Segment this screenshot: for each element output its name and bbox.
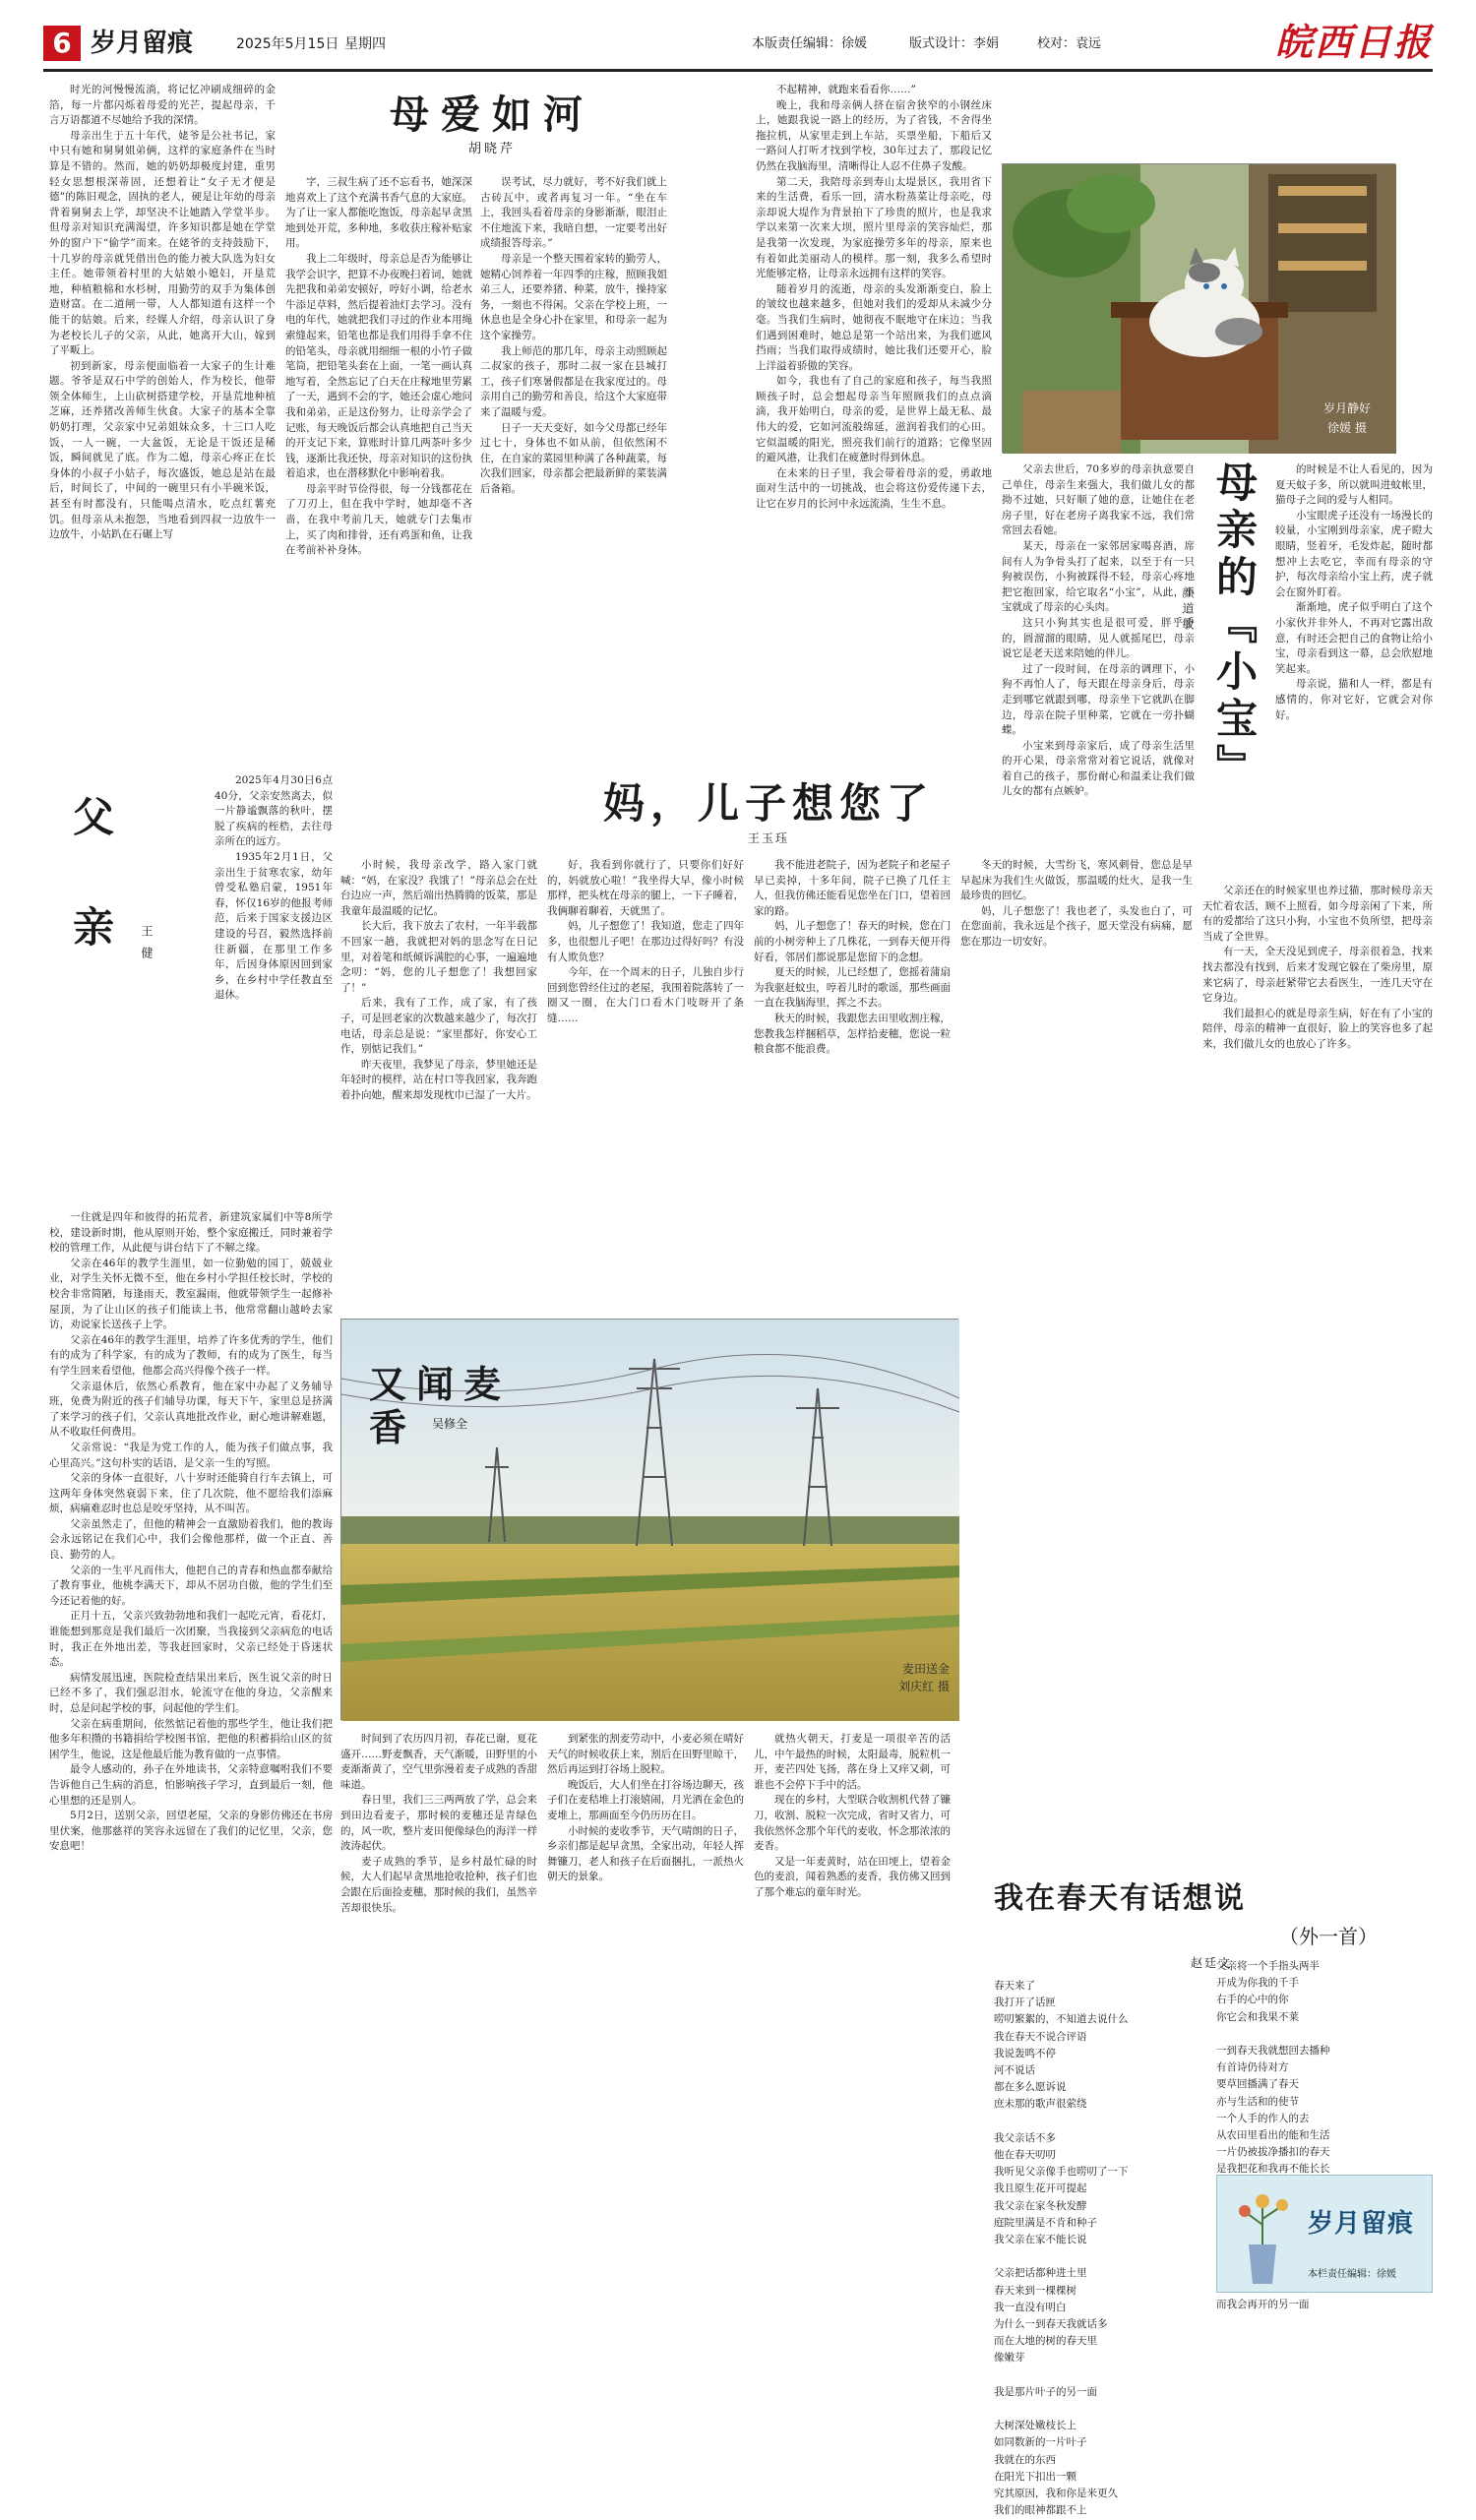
paragraph: 父亲去世后，70多岁的母亲执意要自己单住，母亲生来强大，我们做儿女的都拗不过她，只好顺了她的意，让她住在老房子里，好在老房子离我家不远，我们常常回去看她。 bbox=[1002, 463, 1195, 537]
paragraph: 又是一年麦黄时，站在田埂上，望着金色的麦浪，闻着熟悉的麦香，我仿佛又回到了那个难忘的童年时光。 bbox=[754, 1855, 951, 1898]
article-body-column bbox=[756, 83, 992, 766]
article-body-column bbox=[340, 858, 537, 1307]
newspaper-masthead: 皖西日报 bbox=[1274, 20, 1433, 64]
paragraph: 母亲说，猫和人一样，都是有感情的，你对它好，它就会对你好。 bbox=[1275, 678, 1433, 721]
article-body-column bbox=[215, 773, 333, 1197]
paragraph: 父亲虽然走了，但他的精神会一直激励着我们，他的教诲会永远铭记在我们心中，我们会像他那样，做一个正直、善良、勤劳的人。 bbox=[49, 1517, 333, 1562]
paragraph: 过了一段时间，在母亲的调理下，小狗不再怕人了，每天跟在母亲身后，母亲走到哪它就跟到哪，母亲坐下它就趴在脚边，母亲在院子里种菜，它就在一旁扑蝴蝶。 bbox=[1002, 662, 1195, 737]
paragraph: 今年，在一个周末的日子，儿独自步行回到您曾经住过的老屋，我围着院落转了一圈又一圈，在大门口看木门吱呀开了条缝…… bbox=[547, 966, 744, 1024]
article-title: 母亲的『小宝』 bbox=[1210, 461, 1259, 791]
paragraph: 我上二年级时，母亲总是否为能够让我学会识字，把算不办夜晚扫着词，她就先把我和弟弟安顿好，哼好小调，给老水牛添足草料，然后提着油灯去学习。没有电的年代，她就把我们寻过的作业本用绳索缝起来，铅笔也都是我们用得手拿不住的铅笔头，母亲就用细细一根的小竹子做笔筒，把铅笔头套在上面，一笔一画认真地写着，全然忘记了白天在庄稼地里劳累了一天，遇到不会的字，她还会虚心地问我和弟弟，正是这份努力，让母亲学会了记账，每天晚饭后都会认真地把自己当天的开支记下来，算账时计算几两茶叶多少钱，逐渐比我还快，母亲对知识的这份执着追求，也在潜移默化中影响着我。 bbox=[285, 252, 472, 480]
article-body-column bbox=[547, 1732, 744, 2293]
paragraph: 随着岁月的流逝，母亲的头发渐渐变白，脸上的皱纹也越来越多，但她对我们的爱却从未减少分毫。当我们生病时，她彻夜不眠地守在床边；当我们遇到困难时，她总是第一个站出来，为我们遮风挡雨；当我们取得成绩时，她比我们还要开心，脸上洋溢着骄傲的笑容。 bbox=[756, 282, 992, 372]
paragraph: 父亲常说：“我是为党工作的人，能为孩子们做点事，我心里高兴。”这句朴实的话语，是父亲一生的写照。 bbox=[49, 1441, 333, 1469]
paragraph: 在未来的日子里，我会带着母亲的爱，勇敢地面对生活中的一切挑战，也会将这份爱传递下去，让它在岁月的长河中永远流淌，生生不息。 bbox=[756, 466, 992, 511]
paragraph: 日子一天天变好，如今父母都已经年过七十，身体也不如从前，但依然闲不住，在自家的菜园里种满了各种蔬菜，每次我们回家，母亲都会把最新鲜的菜装满后备箱。 bbox=[480, 421, 667, 495]
paragraph: 妈，儿子想您了！春天的时候，您在门前的小树旁种上了几株花，一到春天便开得好看，邻居们都说那是您留下的念想。 bbox=[754, 920, 951, 963]
article-body-column bbox=[480, 175, 667, 766]
paragraph: 现在的乡村，大型联合收割机代替了镰刀，收割、脱粒一次完成，省时又省力，可我依然怀念那个年代的麦收，怀念那浓浓的麦香。 bbox=[754, 1794, 951, 1853]
paragraph: 的时候是不让人看见的，因为夏天蚊子多，所以就叫进蚊帐里，猫母子之间的爱与人相同。 bbox=[1275, 463, 1433, 507]
paragraph: 到紧张的割麦劳动中，小麦必须在晴好天气的时候收获上来，割后在田野里晾干，然后再运到打谷场上脱粒。 bbox=[547, 1733, 744, 1776]
paragraph: 如今，我也有了自己的家庭和孩子，每当我照顾孩子时，总会想起母亲当年照顾我们的点点滴滴，我开始明白，母亲的爱，是世界上最无私、最伟大的爱，它如河流般绵延，滋润着我们的心田。它似温暖的阳光，照亮我们前行的道路；它像坚固的避风港，让我们在疲惫时得到休息。 bbox=[756, 375, 992, 464]
paragraph: 父亲在46年的教学生涯里，培养了许多优秀的学生，他们有的成为了科学家，有的成为了教师，有的成为了医生，每当有学生回来看望他，他都会高兴得像个孩子一样。 bbox=[49, 1333, 333, 1377]
proofreader: 校对：袁远 bbox=[1037, 36, 1102, 51]
paragraph: 我上师范的那几年，母亲主动照顾起二叔家的孩子，那时二叔一家在县城打工，孩子们寒暑假都是在我家度过的。母亲用自己的勤劳和善良，给这个大家庭带来了温暖与爱。 bbox=[480, 344, 667, 418]
column-logo-text: 岁月留痕 bbox=[1308, 2209, 1415, 2239]
paragraph: 某天，母亲在一家邻居家喝喜酒，席间有人为争骨头打了起来，以至于有一只狗被误伤，小狗被踩得不轻，母亲心疼地把它抱回家，给它取名“小宝”，从此，小宝就成了母亲的心头肉。 bbox=[1002, 539, 1195, 614]
poem-subtitle: （外一首） bbox=[1279, 1925, 1378, 1948]
paragraph: 秋天的时候，我跟您去田里收割庄稼，您教我怎样捆稻草，怎样拾麦穗，您说一粒粮食都不能浪费。 bbox=[754, 1012, 951, 1056]
paragraph: 好，我看到你就行了，只要你们好好的，妈就放心啦！”我坐得大早，像小时候那样，把头枕在母亲的腿上，一下子睡着，我俩聊着聊着，天就黑了。 bbox=[547, 859, 744, 917]
article-body-column bbox=[960, 858, 1193, 1307]
paragraph: 麦子成熟的季节，是乡村最忙碌的时候，大人们起早贪黑地抢收抢种，孩子们也会跟在后面捡麦穗，那时候的我们，虽然辛苦却很快乐。 bbox=[340, 1855, 537, 1914]
issue-date: 2025年5月15日 bbox=[236, 36, 339, 52]
photo-credit: 徐媛 摄 bbox=[1327, 421, 1367, 435]
paragraph: 小时候的麦收季节，天气晴朗的日子，乡亲们都是起早贪黑，全家出动，年轻人挥舞镰刀，老人和孩子在后面捆扎，一派热火朝天的景象。 bbox=[547, 1824, 744, 1883]
paragraph: 父亲在病重期间，依然惦记着他的那些学生，他让我们把他多年积攒的书籍捐给学校图书馆，把他的积蓄捐给山区的贫困学生，他说，这是他最后能为教育做的一点事情。 bbox=[49, 1717, 333, 1760]
paragraph: 误考试，尽力就好，考不好我们就上古砖瓦中，或者再复习一年。“坐在车上，我回头看着母亲的身影渐渐，眼泪止不住地流下来，我暗自想，一定要考出好成绩报答母亲。” bbox=[480, 176, 667, 250]
paragraph: 后来，我有了工作，成了家，有了孩子，可是回老家的次数越来越少了，每次打电话，母亲总是说：“家里都好，你安心工作，别惦记我们。” bbox=[340, 997, 537, 1056]
paragraph: 昨天夜里，我梦见了母亲，梦里她还是年轻时的模样，站在村口等我回家，我奔跑着扑向她，醒来却发现枕巾已湿了一大片。 bbox=[340, 1058, 537, 1101]
layout-designer: 版式设计：李娟 bbox=[909, 36, 1000, 51]
paragraph: 晚上，我和母亲俩人挤在宿舍狭窄的小钢丝床上，她跟我说一路上的经历，为了省钱，不舍得坐拖拉机，从家里走到上车站，买票坐船，下船后又一路问人打听才找到学校，30年过去了，那段记忆仍然在我脑海里，清晰得让人忍不住鼻子发酸。 bbox=[756, 98, 992, 172]
paragraph: 有一天，全天没见到虎子，母亲很着急，找来找去都没有找到，后来才发现它躲在了柴房里，原来它病了，母亲赶紧带它去看医生，一连几天守在它身边。 bbox=[1202, 946, 1433, 1005]
article-author: 王健 bbox=[140, 925, 154, 968]
article-title: 父亲 bbox=[67, 795, 115, 1015]
article-title: 又闻麦香 bbox=[369, 1362, 512, 1449]
section-title: 岁月留痕 bbox=[91, 29, 194, 58]
paragraph: 5月2日，送别父亲，回望老屋，父亲的身影仿佛还在书房里伏案，他那慈祥的笑容永远留在了我们的记忆里，父亲，您安息吧！ bbox=[49, 1810, 333, 1853]
responsible-editor: 本版责任编辑：徐媛 bbox=[752, 36, 868, 51]
photo-caption-block bbox=[859, 1660, 950, 1699]
paragraph: 冬天的时候，大雪纷飞，寒风刺骨，您总是早早起床为我们生火做饭，那温暖的灶火，是我一生最珍贵的回忆。 bbox=[960, 859, 1193, 902]
paragraph: 2025年4月30日6点40分，父亲安然离去，似一片静谧飘落的秋叶，摆脱了疾病的桎梏，去往母亲所在的远方。 bbox=[215, 774, 333, 848]
article-title-block bbox=[285, 89, 699, 157]
article-body-column bbox=[340, 1732, 537, 2293]
article-body-column bbox=[547, 858, 744, 1307]
article-title: 母爱如河 bbox=[390, 92, 594, 138]
paragraph: 父亲的一生平凡而伟大，他把自己的青春和热血都奉献给了教育事业，他桃李满天下，却从不居功自傲，他的学生们至今还记着他的好。 bbox=[49, 1564, 333, 1607]
page-header bbox=[43, 18, 1433, 67]
paragraph: 时光的河慢慢流淌，将记忆冲刷成细碎的金箔，每一片都闪烁着母爱的光芒，提起母亲，千言万语都道不尽她给予我的深情。 bbox=[49, 84, 276, 127]
paragraph: 1935年2月1日，父亲出生于贫寒农家，幼年曾受私塾启蒙，1951年春，怀仅16岁的他报考师范，后来于国家支援边区建设的号召，毅然选择前往新疆，在那里工作多年，后因身体原因回到家乡，在乡村中学任教直至退休。 bbox=[215, 850, 333, 1002]
paragraph: 夏天的时候，儿已经想了，您摇着蒲扇为我驱赶蚊虫，哼着儿时的歌谣，那些画面一直在我脑海里，挥之不去。 bbox=[754, 966, 951, 1010]
paragraph: 妈，儿子想您了！我知道，您走了四年多，也很想儿子吧！在那边过得好吗？有没有人欺负您？ bbox=[547, 920, 744, 963]
page-number: 6 bbox=[43, 26, 81, 61]
poem-column: 父亲将一个手指头两半 开成为你我的千手 右手的心中的你 你它会和我果不莱 一到春天我就想回去播种 有首诗仍待对方 要草回播满了春天 亦与生活和的使节 一个人手的作人的去 从农田里看出的能和生活 一片仍被拔净播扣的春天 是我把花和我再不能长长 而我会再开的另一面 bbox=[1216, 1960, 1330, 2311]
article-body-column bbox=[1202, 884, 1433, 1868]
column-logo bbox=[1216, 2175, 1433, 2293]
header-rule bbox=[43, 69, 1433, 72]
article-author: 吴修全 bbox=[432, 1417, 468, 1431]
paragraph: 晚饭后，大人们坐在打谷场边聊天，孩子们在麦秸堆上打滚嬉闹，月光洒在金色的麦堆上，那画面至今仍历历在目。 bbox=[547, 1778, 744, 1821]
article-body-column bbox=[754, 858, 951, 1307]
paragraph: 就热火朝天，打麦是一项很辛苦的活儿，中午最热的时候，太阳最毒，脱粒机一开，麦芒四处飞扬，落在身上又痒又刺，可谁也不会停下手中的活。 bbox=[754, 1733, 951, 1791]
continued-text-column bbox=[49, 83, 276, 766]
paragraph: 第二天，我陪母亲到寿山太堤景区，我用省下来的生活费，看乐一回，清水粉蒸菜让母亲吃，母亲却说大堤作为背景拍下了珍贵的照片，也是我求学以来第一次来大坝，照片里母亲的笑容灿烂，那是我第一次发现，为家庭操劳多年的母亲，原来也有着如此美丽动人的模样。那一刻，我多么希望时光能够定格，让母亲永远拥有这样的笑容。 bbox=[756, 175, 992, 280]
paragraph: 父亲还在的时候家里也养过猫，那时候母亲天天忙着农活，顾不上照看，如今母亲闲了下来，所有的爱都给了这只小狗，小宝也不负所望，把母亲当成了全世界。 bbox=[1202, 885, 1433, 943]
wheat-field-photo bbox=[340, 1319, 958, 1720]
paragraph: 我们最担心的就是母亲生病，好在有了小宝的陪伴，母亲的精神一直很好，脸上的笑容也多了起来，我们做儿女的也放心了许多。 bbox=[1202, 1007, 1433, 1050]
cat-photo bbox=[1002, 163, 1395, 453]
paragraph: 父亲退休后，依然心系教育，他在家中办起了义务辅导班，免费为附近的孩子们辅导功课，每天下午，家里总是挤满了来学习的孩子们，父亲认真地批改作业，耐心地讲解难题，从不收取任何费用。 bbox=[49, 1380, 333, 1439]
paragraph: 字，三叔生病了还不忘看书，她深深地喜欢上了这个充满书香气息的大家庭。为了让一家人都能吃饱饭，母亲起早贪黑地到处开荒，多种地，多收获庄稼补贴家用。 bbox=[285, 176, 472, 250]
paragraph: 妈，儿子想您了！我也老了，头发也白了，可在您面前，我永远是个孩子，愿天堂没有病痛，愿您在那边一切安好。 bbox=[960, 904, 1193, 948]
paragraph: 这只小狗其实也是很可爱，胖乎乎的，圆溜溜的眼睛，见人就摇尾巴，母亲说它是老天送来陪她的伴儿。 bbox=[1002, 616, 1195, 660]
poem-column: 春天来了 我打开了话匣 唠叨繁絮的，不知道去说什么 我在春天不说合评语 我说轰鸣不停 河不说话 都在多么愿诉说 庶未那的歌声很萦绕 我父亲话不多 他在春天叨叨 我听见父亲像手也唠叨了一下 我且原生花开可提起 我父亲在家冬秋发酵 庭院里满是不肯和种子 我父亲在家不能长说 父亲把话都种进土里 春天来到一棵棵树 我一直没有明白 为什么一到春天我就话多 而在大地的树的春天里 像嫩芽 我是那片叶子的另一面 大树深处嫩枝长上 如同数新的一片叶子 我就在的东西 在阳光下扣出一颗 究其原因，我和你是米更久 我们的眼神都跟不上 bbox=[994, 1980, 1129, 2517]
paragraph: 长大后，我下放去了农村，一年半载都不回家一趟，我就把对妈的思念写在日记里，对着笔和纸倾诉满腔的心事，一遍遍地念叨：“妈，您的儿子想您了！我想回家了！” bbox=[340, 920, 537, 994]
paragraph: 我不能进老院子，因为老院子和老屋子早已卖掉，十多年间，院子已换了几任主人，但我仿佛还能看见您坐在门口，望着回家的路。 bbox=[754, 859, 951, 917]
article-title-block bbox=[340, 777, 1197, 846]
paragraph: 渐渐地，虎子似乎明白了这个小家伙并非外人，不再对它露出敌意，有时还会把自己的食物让给小宝，母亲看到这一幕，总会欣慰地笑起来。 bbox=[1275, 601, 1433, 675]
paragraph: 不起精神，就跑来看看你……” bbox=[776, 84, 916, 95]
paragraph: 初到新家，母亲便面临着一大家子的生计难题。爷爷是双石中学的创始人，作为校长，他带领全体师生，上山砍树搭建学校，开垦荒地种植芝麻，还养猪改善师生伙食。大家子的基本全靠奶奶打理，父亲家中兄弟姐妹众多，十三口人吃饭，一人一碗，一大盆饭，无论是干饭还是稀饭，瞬间就见了底。作为二媳，母亲心疼正在长身体的小叔子小姑子，每次盛饭，她总是站在最后，时间长了，中间的一碗里只有小半碗米饭，甚至有时都没有，只能喝点清水，吃点红薯充饥。但母亲从未抱怨，当地看到四叔一边放牛一边放牛，小姑趴在石碾上写 bbox=[49, 359, 276, 541]
issue-weekday: 星期四 bbox=[344, 36, 386, 52]
photo-caption: 麦田送金 bbox=[901, 1662, 950, 1676]
paragraph: 小时候，我母亲改学，路入家门就喊：“妈，在家没？我饿了！”母亲总会在灶台边应一声，然后端出热腾腾的饭菜，那是我童年最温暖的记忆。 bbox=[340, 859, 537, 917]
paragraph: 父亲的身体一直很好，八十岁时还能骑自行车去镇上，可这两年身体突然衰弱下来，住了几次院，他不愿给我们添麻烦，病痛难忍时也总是咬牙坚持，从不叫苦。 bbox=[49, 1472, 333, 1515]
article-author: 胡晓芹 bbox=[467, 142, 516, 156]
photo-caption: 岁月静好 bbox=[1322, 401, 1371, 415]
article-author: 王玉珏 bbox=[747, 831, 789, 845]
paragraph: 一住就是四年和彼得的拓荒者，新建筑家属们中等8所学校，建设新时期，他从原则开始，整个家庭搬迁，同时兼着学校的管理工作，从此便与讲台结下了不解之缘。 bbox=[49, 1211, 333, 1255]
photo-credit: 刘庆红 摄 bbox=[898, 1680, 950, 1693]
article-body-column bbox=[1275, 462, 1433, 876]
poem-title: 我在春天有话想说 bbox=[994, 1881, 1246, 1916]
paragraph: 小宝眼虎子还没有一场漫长的较量，小宝刚到母亲家，虎子瞪大眼睛，竖着牙，毛发炸起，随时都想冲上去吃它，幸而有母亲的守护，每次母亲给小宝上药，虎子就会在窗外盯着。 bbox=[1275, 509, 1433, 598]
paragraph: 正月十五，父亲兴致勃勃地和我们一起吃元宵，看花灯，谁能想到那竟是我们最后一次团聚，当我接到父亲病危的电话时，我正在外地出差，等我赶回家时，父亲已经处于昏迷状态。 bbox=[49, 1610, 333, 1669]
paragraph: 病情发展迅速，医院检查结果出来后，医生说父亲的时日已经不多了，我们强忍泪水，轮流守在他的身边，父亲醒来时，总是问起学校的事，问起他的学生们。 bbox=[49, 1671, 333, 1714]
article-body-column bbox=[285, 175, 472, 766]
paragraph: 时间到了农历四月初，春花已谢，夏花盛开……野麦飘香，天气渐暖，田野里的小麦渐渐黄了，空气里弥漫着麦子成熟的香甜味道。 bbox=[340, 1733, 537, 1791]
article-body-column bbox=[49, 1210, 333, 2293]
article-author: 颜道敏 bbox=[1181, 586, 1195, 634]
photo-caption-block bbox=[1308, 399, 1386, 444]
paragraph: 母亲是一个整天围着家转的勤劳人，她精心饲养着一年四季的庄稼，照顾我姐弟三人，还要养猪、种菜，放牛，操持家务，一刻也不得闲。父亲在学校上班，一休息也是全身心扑在家里，和母亲一起为这个家操劳。 bbox=[480, 252, 667, 341]
poem-author: 赵廷文 bbox=[1191, 1956, 1233, 1970]
paragraph: 小宝来到母亲家后，成了母亲生活里的开心果，母亲常常对着它说话，就像对着自己的孩子，那份耐心和温柔让我们做儿女的都有点嫉妒。 bbox=[1002, 739, 1195, 798]
paragraph: 父亲在46年的教学生涯里，如一位勤勉的园丁，兢兢业业，对学生关怀无微不至，他在乡村小学担任校长时，学校的校舍非常简陋，每逢雨天，教室漏雨，他就带领学生一起修补屋顶，为了让山区的孩子们能读上书，他常常翻山越岭去家访，劝说家长送孩子上学。 bbox=[49, 1257, 333, 1331]
paragraph: 母亲出生于五十年代，姥爷是公社书记，家中只有她和舅舅姐弟俩，这样的家庭条件在当时算是不错的。然而，她的奶奶却极度封建，重男轻女思想根深蒂固，还想着让“女子无才便是德”的陈旧观念，固执的老人，硬是让年幼的母亲背着舅舅去上学，却坚决不让她踏入学堂半步。但母亲对知识充满渴望，许多知识都是她在学堂外的窗户下“偷学”而来。在姥爷的支持鼓励下，十几岁的母亲就凭借出色的能力被大队选为妇女主任。她带领着村里的大姑娘小媳妇，开垦荒地，种植粮棉和水杉树，用勤劳的双手为集体创造财富。在二道闸一带，人人都知道有这样一个能干的姑娘。后来，经媒人介绍，母亲认识了身为老校长儿子的父亲，从此，她离开大山，嫁到了平畈上。 bbox=[49, 129, 276, 357]
article-title: 妈，儿子想您了 bbox=[602, 779, 934, 828]
flower-vase-icon bbox=[1223, 2185, 1302, 2284]
paragraph: 最令人感动的，孙子在外地读书，父亲特意嘱咐我们不要告诉他自己生病的消息，怕影响孩子学习，直到最后一刻，他心里想的还是别人。 bbox=[49, 1763, 333, 1807]
article-body-column bbox=[754, 1732, 951, 2293]
paragraph: 母亲平时节俭得很，每一分钱都花在了刀刃上，但在我中学时，她却毫不吝啬，在我中考前几天，她就专门去集市上，买了肉和排骨，还有鸡蛋和鱼，让我在考前补补身体。 bbox=[285, 482, 472, 557]
column-editor: 本栏责任编辑：徐媛 bbox=[1308, 2269, 1396, 2280]
paragraph: 春日里，我们三三两两放了学，总会来到田边看麦子，那时候的麦穗还是青绿色的，风一吹，整片麦田便像绿色的海洋一样波涛起伏。 bbox=[340, 1794, 537, 1853]
